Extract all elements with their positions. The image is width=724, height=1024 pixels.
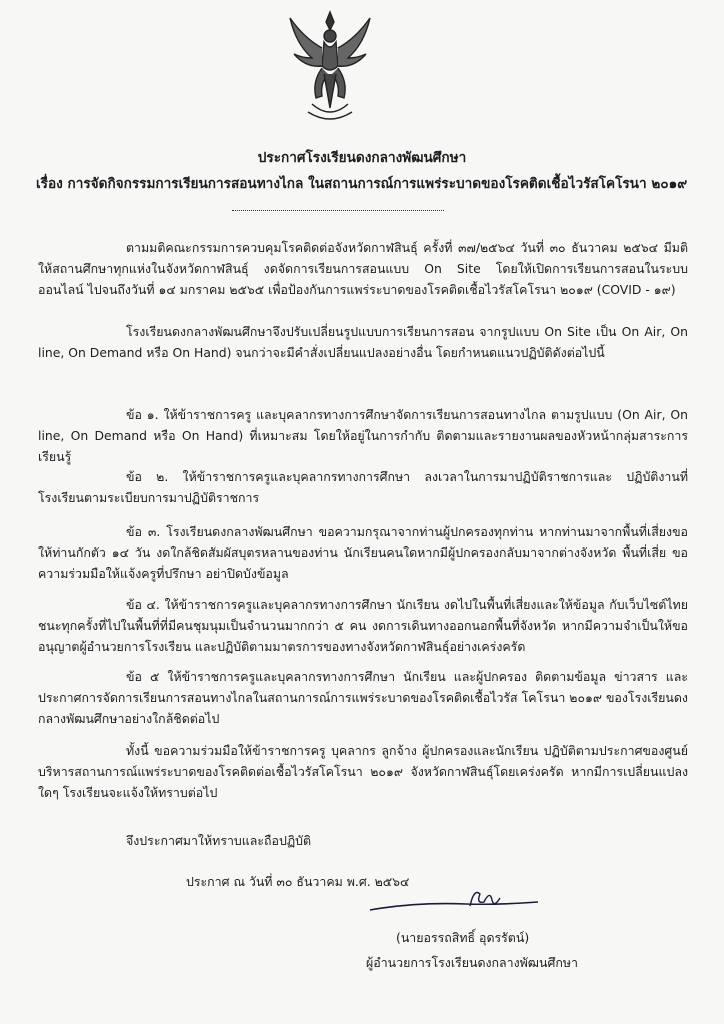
paragraph-item-4: ข้อ ๔. ให้ข้าราชการครูและบุคลากรทางการศึกษา นักเรียน งดไปในพื้นที่เสี่ยงและให้ข้อมูล กับเว็บไซต์ไทยชนะทุกครั้งที่ไปในพื้นที่ที่มีคนชุมนุมเป็นจำนวนมากกว่า ๕ คน งดการเดินทางออกนอกพื้นที่จังหวัด หากมีความจำเป็นให้ขออนุญาตผู้อำนวยการโรงเรียน และปฏิบัติตามมาตรการของทางจังหวัดกาฬสินธุ์อย่างเคร่งครัด: [38, 597, 688, 654]
dotted-divider: [232, 202, 444, 211]
announcement-subject: เรื่อง การจัดกิจกรรมการเรียนการสอนทางไกล ในสถานการณ์การแพร่ระบาดของโรคติดเชื้อไวรัสโคโรนา ๒๐๑๙: [36, 176, 688, 192]
signer-position: ผู้อำนวยการโรงเรียนดงกลางพัฒนศึกษา: [366, 955, 578, 970]
paragraph-item-5: ข้อ ๕ ให้ข้าราชการครูและบุคลากรทางการศึกษา นักเรียน และผู้ปกครอง ติดตามข้อมูล ข่าวสาร และประกาศการจัดการเรียนการสอนทางไกลในสถานการณ์การแพร่ระบาดของโรคติดเชื้อไวรัส โคโรนา ๒๐๑๙ ของโรงเรียนดงกลางพัฒนศึกษาอย่างใกล้ชิดต่อไป: [38, 669, 688, 726]
closing-line: จึงประกาศมาให้ทราบและถือปฏิบัติ: [126, 833, 312, 848]
garuda-emblem-icon: [282, 8, 378, 128]
handwritten-signature: [366, 880, 546, 924]
paragraph-item-1: ข้อ ๑. ให้ข้าราชการครู และบุคลากรทางการศึกษาจัดการเรียนการสอนทางไกล ตามรูปแบบ (On Air, On line, On Demand หรือ On Hand) ที่เหมาะสม โดยให้อยู่ในการกำกับ ติดตามและรายงานผลของหัวหน้ากลุ่มสาระการเรียนรู้: [38, 407, 688, 464]
paragraph-item-3: ข้อ ๓. โรงเรียนดงกลางพัฒนศึกษา ขอความกรุณาจากท่านผู้ปกครองทุกท่าน หากท่านมาจากพื้นที่เสี่ยงขอให้ท่านกักตัว ๑๔ วัน งดใกล้ชิดสัมผัสบุตรหลานของท่าน นักเรียนคนใดหากมีผู้ปกครองกลับมาจากต่างจังหวัด พื้นที่เสี่ย ขอความร่วมมือให้แจ้งครูที่ปรึกษา อย่าปิดบังข้อมูล: [38, 524, 688, 581]
paragraph-intro: ตามมติคณะกรรมการควบคุมโรคติดต่อจังหวัดกาฬสินธุ์ ครั้งที่ ๓๗/๒๕๖๔ วันที่ ๓๐ ธันวาคม ๒๕๖๔ มีมติให้สถานศึกษาทุกแห่งในจังหวัดกาฬสินธุ์ งดจัดการเรียนการสอนแบบ On Site โดยให้เปิดการเรียนการสอนในระบบออนไลน์ ไปจนถึงวันที่ ๑๔ มกราคม ๒๕๖๕ เพื่อป้องกันการแพร่ระบาดของโรคติดเชื้อไวรัสโคโรนา ๒๐๑๙ (COVID - ๑๙): [38, 240, 688, 297]
date-line: ประกาศ ณ วันที่ ๓๐ ธันวาคม พ.ศ. ๒๕๖๔: [186, 874, 410, 889]
paragraph-cooperation: ทั้งนี้ ขอความร่วมมือให้ข้าราชการครู บุคลากร ลูกจ้าง ผู้ปกครองและนักเรียน ปฏิบัติตามประกาศของศูนย์บริหารสถานการณ์แพร่ระบาดของโรคติดต่อเชื้อไวรัสโคโรนา ๒๐๑๙ จังหวัดกาฬสินธุ์โดยเคร่งครัด หากมีการเปลี่ยนแปลงใดๆ โรงเรียนจะแจ้งให้ทราบต่อไป: [38, 743, 688, 800]
paragraph-policy: โรงเรียนดงกลางพัฒนศึกษาจึงปรับเปลี่ยนรูปแบบการเรียนการสอน จากรูปแบบ On Site เป็น On Air, On line, On Demand หรือ On Hand) จนกว่าจะมีคำสั่งเปลี่ยนแปลงอย่างอื่น โดยกำหนดแนวปฏิบัติดังต่อไปนี้: [38, 324, 688, 360]
signer-name: (นายอรรถสิทธิ์ อุดรรัตน์): [396, 930, 530, 945]
announcement-heading: ประกาศโรงเรียนดงกลางพัฒนศึกษา: [257, 150, 467, 166]
paragraph-item-2: ข้อ ๒. ให้ข้าราชการครูและบุคลากรทางการศึกษา ลงเวลาในการมาปฏิบัติราชการและ ปฏิบัติงานที่โรงเรียนตามระเบียบการมาปฏิบัติราชการ: [38, 469, 688, 505]
